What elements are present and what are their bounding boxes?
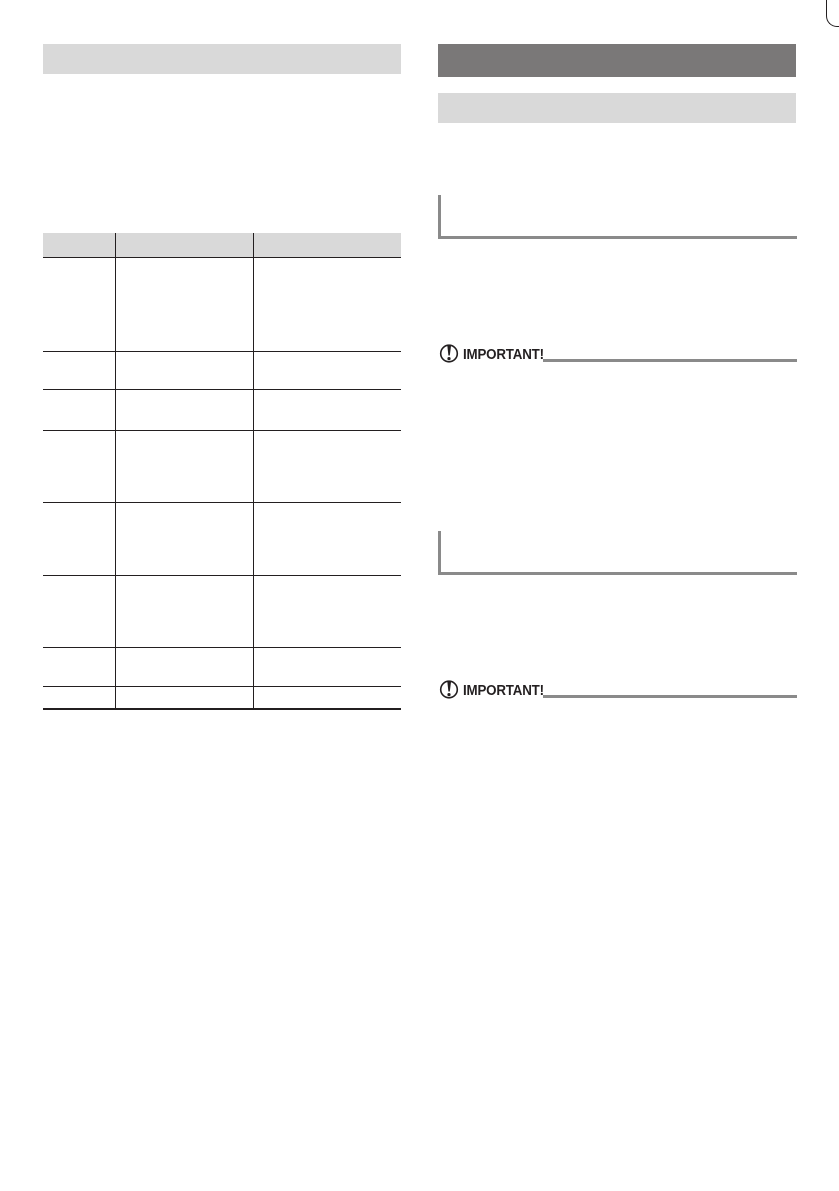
left-section-heading-bar	[43, 44, 401, 74]
table-cell	[253, 687, 401, 709]
spec-table	[43, 233, 401, 710]
important-label: IMPORTANT!	[463, 683, 544, 699]
subheading-2	[438, 531, 797, 575]
table-cell	[253, 258, 401, 352]
table-cell	[115, 352, 253, 390]
table-cell	[43, 687, 115, 709]
table-row	[43, 648, 401, 687]
table-cell	[43, 431, 115, 503]
table-header-cell	[253, 233, 401, 258]
table-cell	[253, 431, 401, 503]
chapter-title-bar	[438, 44, 796, 77]
important-label: IMPORTANT!	[463, 347, 544, 363]
table-header-row	[43, 233, 401, 258]
important-rule	[543, 695, 797, 698]
page-edge-mark	[826, 0, 839, 27]
important-note-2	[439, 677, 797, 699]
table-cell	[115, 390, 253, 431]
table-cell	[43, 576, 115, 648]
table-cell	[43, 258, 115, 352]
important-exclamation-icon	[439, 343, 459, 363]
table-row	[43, 576, 401, 648]
table-row	[43, 390, 401, 431]
table-cell	[253, 576, 401, 648]
table-cell	[115, 576, 253, 648]
table-header-cell	[115, 233, 253, 258]
table-cell	[253, 648, 401, 687]
table-row	[43, 258, 401, 352]
table-cell	[115, 503, 253, 576]
right-section-heading-bar	[438, 93, 796, 123]
subheading-1	[438, 195, 797, 239]
table-cell	[115, 431, 253, 503]
table-cell	[43, 390, 115, 431]
table-cell	[43, 648, 115, 687]
table-cell	[43, 503, 115, 576]
important-rule	[543, 359, 797, 362]
table-cell	[43, 352, 115, 390]
table-cell	[253, 503, 401, 576]
table-cell	[115, 648, 253, 687]
table-cell	[253, 390, 401, 431]
important-exclamation-icon	[439, 679, 459, 699]
table-row	[43, 687, 401, 709]
table-cell	[115, 687, 253, 709]
table-header-cell	[43, 233, 115, 258]
table-row	[43, 352, 401, 390]
table-row	[43, 503, 401, 576]
important-note-1	[439, 341, 797, 363]
table-cell	[253, 352, 401, 390]
table-cell	[115, 258, 253, 352]
table-row	[43, 431, 401, 503]
